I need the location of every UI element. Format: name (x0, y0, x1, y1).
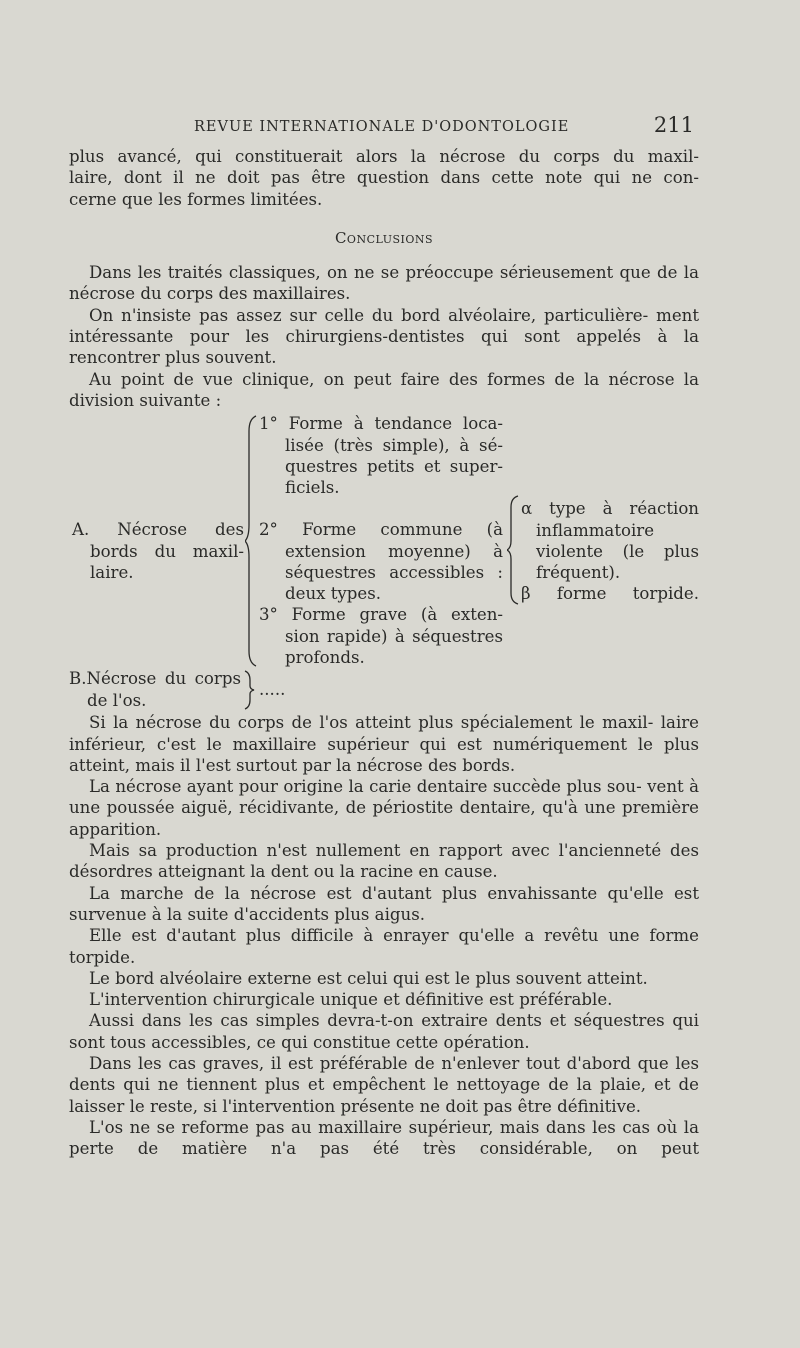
paragraph: Si la nécrose du corps de l'os atteint plus spécialement le maxil- laire inférieur, c'est le maxillaire supérieur qui est numériquement le plus atteint, mais il l'est surtout par la nécrose des bords. (69, 713, 699, 775)
form-1-line: lisée (très simple), à sé- (285, 435, 503, 455)
page-number: 211 (653, 113, 694, 137)
running-header (184, 113, 694, 141)
form-3-line: 3° Forme grave (à exten- (259, 605, 503, 625)
body-text (69, 146, 699, 1160)
form-2 (259, 519, 503, 604)
type-alpha-line: violente (le plus (536, 541, 699, 561)
form-2-line: deux types. (285, 584, 382, 604)
brace-types (507, 495, 519, 605)
category-b-label (69, 668, 241, 711)
category-a-line: bords du maxil- (90, 541, 244, 561)
paragraph: La marche de la nécrose est d'autant plus envahissante qu'elle est survenue à la suite d'accidents plus aigus. (69, 883, 699, 924)
paragraph: Aussi dans les cas simples devra-t-on extraire dents et séquestres qui sont tous accessibles, ce qui constitue cette opération. (69, 1011, 699, 1052)
category-b-ellipsis: ..... (259, 680, 286, 700)
section-heading: Conclusions (334, 228, 434, 247)
category-a-label (72, 519, 244, 583)
category-a-line: laire. (90, 562, 134, 582)
paragraph: Au point de vue clinique, on peut faire des formes de la nécrose la division suivante : (69, 369, 699, 410)
form-1-line: 1° Forme à tendance loca- (259, 414, 503, 434)
type-beta-line: β forme torpide. (521, 584, 699, 604)
form-3-line: profonds. (285, 647, 365, 667)
category-b-line: de l'os. (87, 690, 147, 710)
paragraph: L'intervention chirurgicale unique et définitive est préférable. (89, 990, 613, 1010)
category-b-line: B.Nécrose du corps (69, 669, 241, 689)
intro-line: laire, dont il ne doit pas être question dans cette note qui ne con- (69, 168, 699, 188)
form-1-line: ficiels. (285, 478, 340, 498)
type-beta (521, 583, 699, 604)
intro-line: cerne que les formes limitées. (69, 189, 323, 209)
form-2-line: 2° Forme commune (à (259, 520, 503, 540)
form-1-line: questres petits et super- (285, 456, 503, 476)
paragraph: La nécrose ayant pour origine la carie dentaire succède plus sou- vent à une poussée aiguë, récidivante, de périostite dentaire, qu'à une première apparition. (69, 777, 699, 839)
category-a-line: A. Nécrose des (72, 520, 244, 540)
form-3 (259, 604, 503, 668)
form-3-line: sion rapide) à séquestres (285, 626, 503, 646)
paragraph: Dans les traités classiques, on ne se préoccupe sérieusement que de la nécrose du corps des maxillaires. (69, 263, 699, 304)
classification-table (69, 413, 699, 711)
form-2-line: séquestres accessibles : (285, 562, 503, 582)
paragraph: L'os ne se reforme pas au maxillaire supérieur, mais dans les cas où la perte de matière n'a pas été très considérable, on peut (69, 1117, 699, 1159)
paragraph: Le bord alvéolaire externe est celui qui est le plus souvent atteint. (89, 968, 648, 988)
type-alpha-line: α type à réaction (521, 499, 699, 519)
journal-title: REVUE INTERNATIONALE D'ODONTOLOGIE (194, 119, 570, 135)
brace-a (245, 415, 259, 667)
intro-line: plus avancé, qui constituerait alors la nécrose du corps du maxil- (69, 147, 699, 166)
paragraph: Elle est d'autant plus difficile à enrayer qu'elle a revêtu une forme torpide. (69, 926, 699, 967)
type-alpha (521, 498, 699, 583)
form-2-line: extension moyenne) à (285, 541, 503, 561)
paragraph: On n'insiste pas assez sur celle du bord alvéolaire, particulière- ment intéressante pour les chirurgiens-dentistes qui sont appelés à la rencontrer plus souvent. (69, 305, 699, 368)
form-1 (259, 413, 503, 498)
brace-b (243, 670, 255, 710)
paragraph: Mais sa production n'est nullement en rapport avec l'ancienneté des désordres atteignant la dent ou la racine en cause. (69, 841, 699, 882)
type-alpha-line: fréquent). (536, 563, 621, 583)
paragraph: Dans les cas graves, il est préférable de n'enlever tout d'abord que les dents qui ne tiennent plus et empêchent le nettoyage de la plaie, et de laisser le reste, si l'intervention présente ne doit pas être définitive. (69, 1054, 699, 1116)
type-alpha-line: inflammatoire (536, 520, 655, 540)
